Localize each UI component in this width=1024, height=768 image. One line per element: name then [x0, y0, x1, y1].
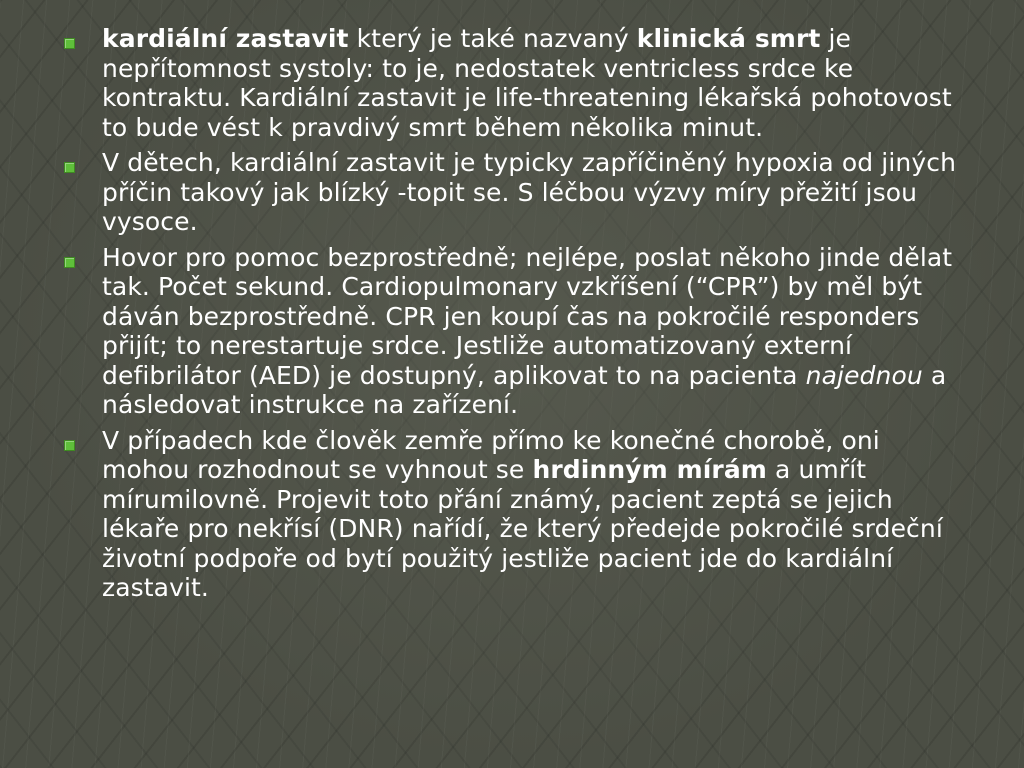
square-bullet-icon	[64, 440, 75, 451]
square-bullet-icon	[64, 162, 75, 173]
bullet-1-run-2: který je také nazvaný	[348, 24, 637, 53]
bullet-4-run-2: hrdinným mírám	[532, 455, 767, 484]
bullet-1-run-4: je nepřítomnost systoly: to je, nedostatek ventricless srdce ke kontraktu. Kardiální zastavit je life-threatening lékařská pohotovost to bude vést k pravdivý smrt během několika minut.	[102, 24, 952, 142]
square-bullet-icon	[64, 38, 75, 49]
bullet-4-run-3: a umřít mírumilovně. Projevit toto přání známý, pacient zeptá se jejich lékaře pro nekřísí (DNR) nařídí, že který předejde pokročilé srdeční životní podpoře od bytí použitý jestliže pacient jde do kardiální zastavit.	[102, 455, 943, 602]
bullet-2-run-1: V dětech, kardiální zastavit je typicky zapříčiněný hypoxia od jiných příčin takový jak blízký -topit se. S léčbou výzvy míry přežití jsou vysoce.	[102, 148, 957, 236]
bullet-3-run-2: najednou	[805, 360, 923, 390]
bullet-1-run-3: klinická smrt	[636, 24, 821, 53]
bullet-list	[62, 24, 962, 609]
bullet-3-run-3: a následovat instrukce na zařízení.	[102, 360, 947, 419]
bullet-item-4	[62, 426, 962, 603]
bullet-item-1	[62, 24, 962, 142]
bullet-item-2	[62, 148, 962, 237]
bullet-item-3	[62, 243, 962, 420]
bullet-1-run-1: kardiální zastavit	[102, 24, 349, 53]
bullet-3-run-1: Hovor pro pomoc bezprostředně; nejlépe, poslat někoho jinde dělat tak. Počet sekund. Cardiopulmonary vzkříšení (“CPR”) by měl být dáván bezprostředně. CPR jen koupí čas na pokročilé responders přijít; to nerestartuje srdce. Jestliže automatizovaný externí defibrilátor (AED) je dostupný, aplikovat to na pacienta	[102, 242, 953, 390]
bullet-4-run-1: V případech kde člověk zemře přímo ke konečné chorobě, oni mohou rozhodnout se vyhnout se	[102, 425, 880, 484]
square-bullet-icon	[64, 257, 75, 268]
